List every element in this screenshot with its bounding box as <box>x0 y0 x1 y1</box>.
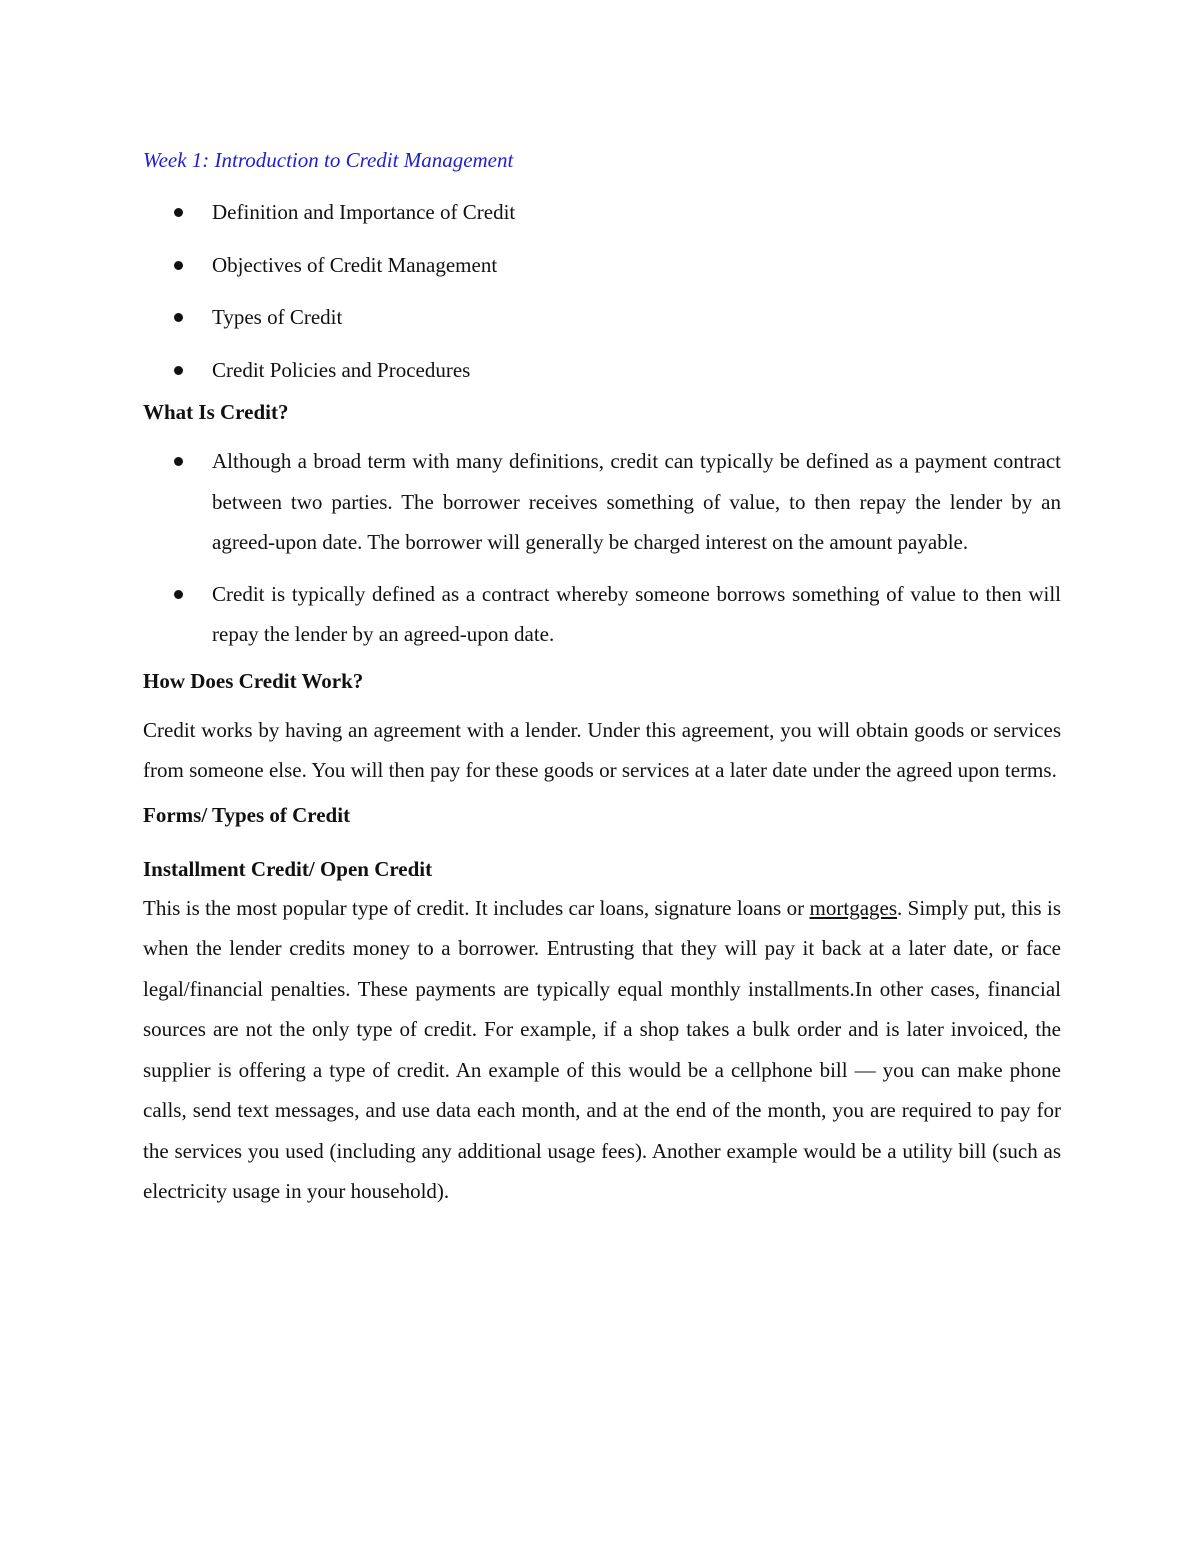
installment-text-start: This is the most popular type of credit. It includes car loans, signature loans or <box>143 895 810 920</box>
list-item <box>143 574 1061 655</box>
bullet-icon <box>174 590 183 599</box>
document-content <box>143 145 1061 1212</box>
how-credit-works-heading: How Does Credit Work? <box>143 668 364 693</box>
list-item <box>143 355 1061 385</box>
bullet-icon <box>174 457 183 466</box>
bullet-icon <box>174 261 183 270</box>
list-item <box>143 197 1061 227</box>
bullet-icon <box>174 313 183 322</box>
topic-list <box>143 197 1061 385</box>
list-item <box>143 250 1061 280</box>
topic-text: Objectives of Credit Management <box>212 252 498 277</box>
installment-credit-paragraph <box>143 888 1061 1212</box>
mortgages-link[interactable]: mortgages <box>809 895 898 920</box>
topic-text: Types of Credit <box>212 305 343 329</box>
forms-of-credit-heading: Forms/ Types of Credit <box>143 802 351 827</box>
installment-credit-heading: Installment Credit/ Open Credit <box>143 856 433 881</box>
definition-text: Credit is typically defined as a contract whereby someone borrows something of value to then will repay the lender by an agreed-upon date. <box>212 581 1061 646</box>
how-credit-works-paragraph: Credit works by having an agreement with a lender. Under this agreement, you will obtain goods or services from someone else. You will then pay for these goods or services at a later date under the agreed upon terms. <box>143 717 1061 782</box>
list-item <box>143 441 1061 563</box>
list-item <box>143 302 1061 332</box>
topic-text: Definition and Importance of Credit <box>212 200 516 224</box>
bullet-icon <box>174 208 183 217</box>
definition-text: Although a broad term with many definitions, credit can typically be defined as a payment contract between two parties. The borrower receives something of value, to then repay the lender by an agreed-upon date. The borrower will generally be charged interest on the amount payable. <box>212 449 1061 554</box>
what-is-credit-heading: What Is Credit? <box>143 400 289 424</box>
bullet-icon <box>174 366 183 375</box>
installment-text-rest: . Simply put, this is when the lender credits money to a borrower. Entrusting that they will pay it back at a later date, or face legal/financial penalties. These payments are typically equal monthly installments.In other cases, financial sources are not the only type of credit. For example, if a shop takes a bulk order and is later invoiced, the supplier is offering a type of credit. An example of this would be a cellphone bill — you can make phone calls, send text messages, and use data each month, and at the end of the month, you are required to pay for the services you used (including any additional usage fees). Another example would be a utility bill (such as electricity usage in your household). <box>143 895 1061 1203</box>
topic-text: Credit Policies and Procedures <box>212 357 471 382</box>
week-title: Week 1: Introduction to Credit Management <box>143 148 514 172</box>
definition-list <box>143 441 1061 655</box>
